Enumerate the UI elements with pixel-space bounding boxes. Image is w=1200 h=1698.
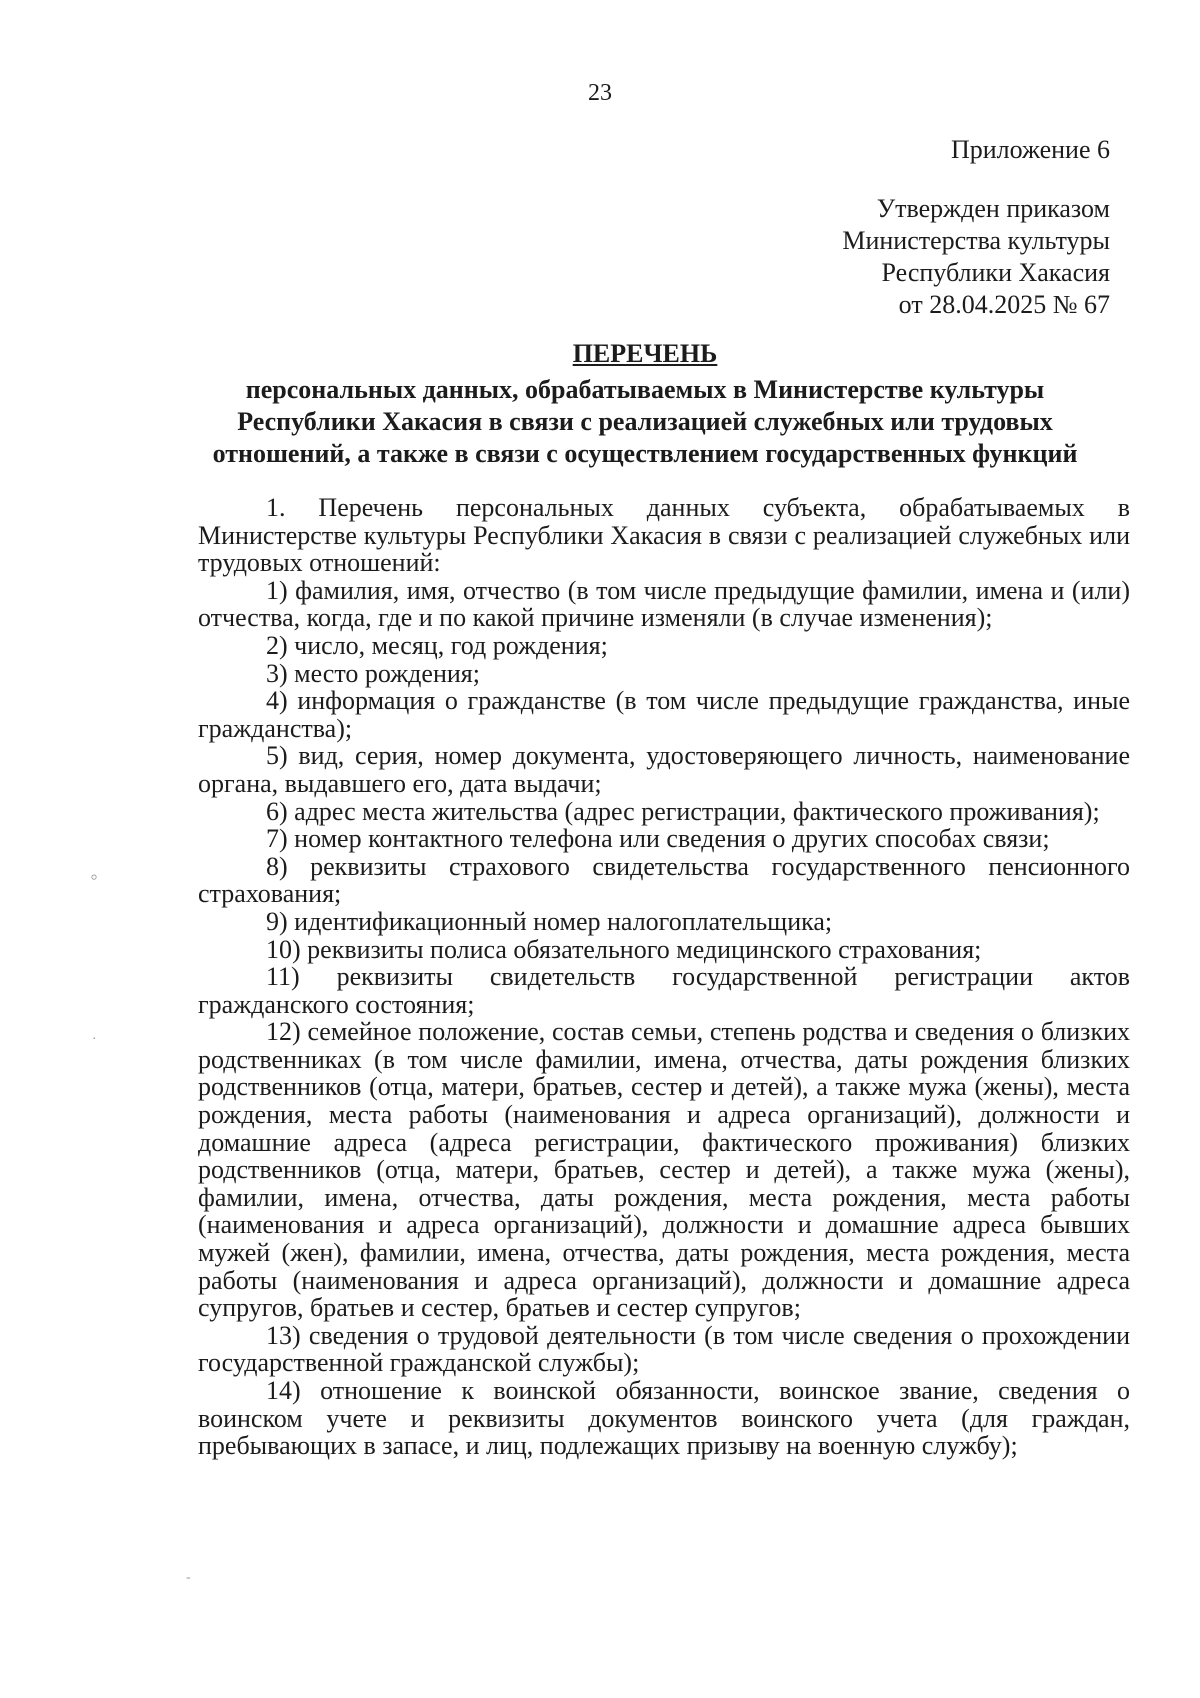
list-item: 8) реквизиты страхового свидетельства государственного пенсионного страхования; (198, 851, 1130, 909)
title-line: Республики Хакасия в связи с реализацией служебных или трудовых (237, 407, 1053, 436)
document-body (198, 494, 1130, 1460)
list-item: 1. Перечень персональных данных субъекта, обрабатываемых в Министерстве культуры Республики Хакасия в связи с реализацией служебных или трудовых отношений: (198, 493, 1130, 578)
list-item: 10) реквизиты полиса обязательного медицинского страхования; (266, 934, 982, 964)
title-line: персональных данных, обрабатываемых в Министерстве культуры (245, 375, 1045, 404)
list-item: 7) номер контактного телефона или сведения о других способах связи; (266, 824, 1050, 854)
list-item: 9) идентификационный номер налогоплательщика; (266, 906, 833, 936)
approval-line: Республики Хакасия (881, 258, 1110, 287)
page-number: 23 (588, 80, 612, 106)
list-item: 1) фамилия, имя, отчество (в том числе предыдущие фамилии, имена и (или) отчества, когда, где и по какой причине изменяли (в случае изменения); (198, 575, 1130, 633)
list-item: 12) семейное положение, состав семьи, степень родства и сведения о близких родственниках (в том числе фамилии, имена, отчества, даты рождения близких родственников (отца, матери, братьев, сестер и детей), а также мужа (жены), места рождения, места работы (наименования и адреса организаций), должности и домашние адреса (адреса регистрации, фактического проживания) близких родственников (отца, матери, братьев, сестер и детей), а также мужа (жены), фамилии, имена, отчества, даты рождения, места рождения, места работы (наименования и адреса организаций), должности и домашние адреса бывших мужей (жен), фамилии, имена, отчества, даты рождения, места рождения, места работы (наименования и адреса организаций), должности и домашние адреса супругов, братьев и сестер, братьев и сестер супругов; (198, 1017, 1130, 1323)
list-item: 5) вид, серия, номер документа, удостоверяющего личность, наименование органа, выдавшего его, дата выдачи; (198, 741, 1130, 798)
scan-speck: - (186, 1570, 191, 1585)
list-item: 14) отношение к воинской обязанности, воинское звание, сведения о воинском учете и реквизиты документов воинского учета (для граждан, пребывающих в запасе, и лиц, подлежащих призыву на военную службу); (198, 1376, 1130, 1461)
title-line: отношений, а также в связи с осуществлением государственных функций (212, 439, 1078, 468)
list-item: 13) сведения о трудовой деятельности (в том числе сведения о прохождении государственной гражданской службы); (198, 1320, 1130, 1378)
attachment-label: Приложение 6 (950, 135, 1110, 164)
list-item: 4) информация о гражданстве (в том числе предыдущие гражданства, иные гражданства); (198, 686, 1130, 743)
approval-block (842, 193, 1110, 321)
list-item: 2) число, месяц, год рождения; (266, 630, 608, 660)
scan-speck: · (92, 1032, 97, 1047)
list-item: 6) адрес места жительства (адрес регистрации, фактического проживания); (266, 796, 1100, 826)
title-main: ПЕРЕЧЕНЬ (572, 339, 718, 368)
approval-line: Утвержден приказом (876, 194, 1110, 223)
scan-speck: ⸰ (90, 871, 99, 886)
document-title (180, 338, 1110, 470)
list-item: 11) реквизиты свидетельств государственной регистрации актов гражданского состояния; (198, 962, 1130, 1019)
approval-line: Министерства культуры (842, 226, 1110, 255)
list-item: 3) место рождения; (266, 658, 480, 688)
approval-date-line: от 28.04.2025 № 67 (898, 290, 1110, 319)
